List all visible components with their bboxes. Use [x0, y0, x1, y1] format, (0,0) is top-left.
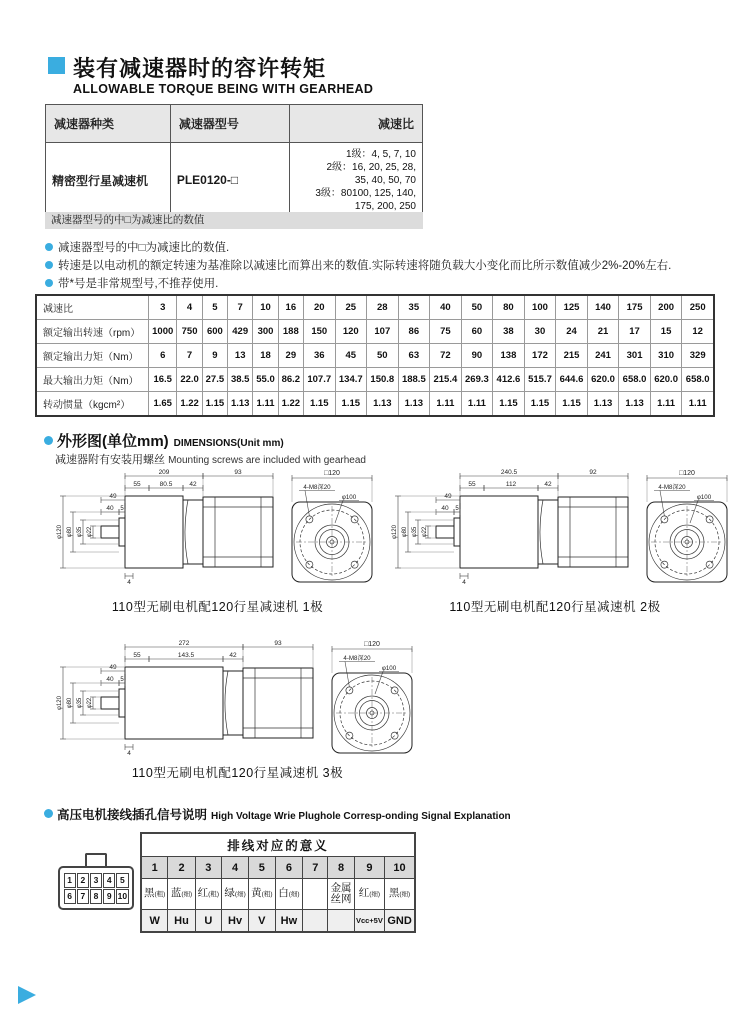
svg-text:42: 42 — [544, 481, 552, 488]
spec-cell: 138 — [493, 344, 525, 368]
spec-row-label: 额定输出转速（rpm） — [36, 320, 149, 344]
svg-text:5: 5 — [120, 506, 124, 512]
connector-pin: 9 — [103, 889, 115, 904]
svg-text:49: 49 — [109, 493, 117, 500]
svg-text:φ35: φ35 — [77, 697, 83, 709]
svg-text:φ80: φ80 — [402, 526, 408, 538]
spec-cell: 100 — [524, 295, 556, 320]
svg-text:40: 40 — [106, 505, 114, 512]
pin-wire-color: 蓝(细) — [168, 879, 195, 910]
svg-text:5: 5 — [120, 677, 124, 683]
pin-number: 6 — [275, 857, 303, 879]
note-item: 减速器型号的中□为减速比的数值. — [45, 239, 715, 257]
signal-title-en: High Voltage Wrie Plughole Corresp-onding Signal Explanation — [211, 811, 511, 822]
spec-cell: 310 — [650, 344, 682, 368]
corner-triangle-decoration — [18, 986, 36, 1004]
connector-tab — [85, 853, 107, 866]
spec-cell: 4 — [177, 295, 202, 320]
spec-cell: 75 — [430, 320, 462, 344]
svg-text:42: 42 — [189, 481, 197, 488]
spec-cell: 80 — [493, 295, 525, 320]
spec-row — [36, 295, 714, 320]
svg-text:4-M8深20: 4-M8深20 — [303, 484, 331, 491]
title-square-icon — [48, 57, 65, 74]
svg-text:49: 49 — [109, 664, 117, 671]
spec-cell: 27.5 — [202, 368, 227, 392]
svg-text:φ120: φ120 — [57, 696, 63, 710]
svg-text:□120: □120 — [364, 641, 380, 648]
spec-cell: 1000 — [149, 320, 177, 344]
spec-cell: 1.22 — [278, 392, 303, 417]
gearhead-type: 精密型行星减速机 — [46, 143, 171, 218]
drawing-side-3 — [55, 637, 325, 774]
spec-cell: 5 — [202, 295, 227, 320]
svg-text:□120: □120 — [324, 470, 340, 477]
pin-wire-color: 黑(细) — [385, 879, 415, 910]
svg-text:112: 112 — [505, 481, 517, 488]
pin-wire-color: 黑(粗) — [141, 879, 168, 910]
spec-cell: 620.0 — [650, 368, 682, 392]
dimensions-subtitle — [55, 451, 366, 467]
svg-text:φ22: φ22 — [422, 526, 428, 538]
spec-cell: 188 — [278, 320, 303, 344]
spec-cell: 10 — [253, 295, 278, 320]
spec-cell: 86 — [398, 320, 430, 344]
svg-text:□120: □120 — [679, 470, 695, 477]
pin-wire-color: 绿(细) — [222, 879, 249, 910]
spec-cell: 1.11 — [682, 392, 714, 417]
ratio-values — [296, 148, 416, 213]
svg-text:80.5: 80.5 — [159, 481, 173, 488]
svg-text:93: 93 — [234, 469, 242, 476]
spec-cell: 120 — [335, 320, 367, 344]
dimensions-title-cn: 外形图(单位mm) — [57, 433, 169, 450]
spec-cell: 412.6 — [493, 368, 525, 392]
spec-cell: 9 — [202, 344, 227, 368]
note-bullet-icon — [45, 279, 53, 287]
spec-cell: 215 — [556, 344, 588, 368]
spec-cell: 600 — [202, 320, 227, 344]
spec-cell: 1.13 — [228, 392, 253, 417]
svg-text:49: 49 — [444, 493, 452, 500]
connector-pin: 1 — [64, 873, 76, 888]
svg-text:φ22: φ22 — [87, 697, 93, 709]
spec-cell: 72 — [430, 344, 462, 368]
spec-cell: 200 — [650, 295, 682, 320]
svg-text:4-M8深20: 4-M8深20 — [658, 484, 686, 491]
spec-cell: 90 — [461, 344, 493, 368]
connector-pin: 5 — [116, 873, 128, 888]
dimension-drawing-2 — [390, 466, 740, 598]
spec-cell: 1.11 — [430, 392, 462, 417]
spec-cell: 140 — [587, 295, 619, 320]
spec-cell: 1.22 — [177, 392, 202, 417]
ratio-line: 1级：4, 5, 7, 10 — [345, 148, 416, 160]
pin-wire-color: 红(粗) — [195, 879, 221, 910]
spec-row-label: 额定输出力矩（Nm） — [36, 344, 149, 368]
spec-cell: 45 — [335, 344, 367, 368]
spec-cell: 301 — [619, 344, 651, 368]
signal-title-cn: 高压电机接线插孔信号说明 — [57, 808, 208, 822]
spec-cell: 15 — [650, 320, 682, 344]
drawing-side-1 — [55, 466, 285, 603]
svg-text:4: 4 — [462, 579, 466, 586]
drawing-caption-2: 110型无刷电机配120行星减速机 2极 — [449, 600, 661, 614]
connector-grid — [58, 866, 134, 910]
spec-cell: 1.13 — [619, 392, 651, 417]
spec-cell: 7 — [177, 344, 202, 368]
page-title: 装有减速器时的容许转矩 — [73, 56, 327, 81]
svg-text:φ35: φ35 — [77, 526, 83, 538]
pin-wire-color — [303, 879, 328, 910]
spec-row — [36, 368, 714, 392]
svg-text:55: 55 — [133, 481, 141, 488]
pin-wire-color: 黄(粗) — [249, 879, 275, 910]
spec-cell: 22.0 — [177, 368, 202, 392]
svg-text:240.5: 240.5 — [500, 469, 518, 476]
pin-table — [140, 832, 416, 933]
gearhead-header-type: 减速器种类 — [46, 105, 171, 143]
svg-text:φ80: φ80 — [67, 697, 73, 709]
spec-cell: 175 — [619, 295, 651, 320]
spec-cell: 1.15 — [524, 392, 556, 417]
signal-section-header — [44, 805, 511, 823]
spec-cell: 269.3 — [461, 368, 493, 392]
svg-text:55: 55 — [133, 652, 141, 659]
spec-cell: 215.4 — [430, 368, 462, 392]
pin-signal: Vcc+5V — [354, 910, 384, 933]
connector-pin: 7 — [77, 889, 89, 904]
spec-cell: 3 — [149, 295, 177, 320]
drawing-flange-3 — [325, 637, 420, 774]
gearhead-table — [45, 104, 423, 218]
spec-cell: 86.2 — [278, 368, 303, 392]
spec-cell: 21 — [587, 320, 619, 344]
spec-cell: 107.7 — [303, 368, 335, 392]
spec-row-label: 转动惯量（kgcm²） — [36, 392, 149, 417]
spec-cell: 16 — [278, 295, 303, 320]
ratio-line: 3级：80100, 125, 140, — [315, 187, 416, 199]
pin-number: 2 — [168, 857, 195, 879]
spec-row — [36, 392, 714, 417]
spec-cell: 12 — [682, 320, 714, 344]
spec-cell: 1.13 — [398, 392, 430, 417]
gearhead-header-ratio: 减速比 — [289, 105, 422, 143]
spec-cell: 125 — [556, 295, 588, 320]
spec-cell: 36 — [303, 344, 335, 368]
spec-cell: 20 — [303, 295, 335, 320]
spec-cell: 60 — [461, 320, 493, 344]
svg-text:40: 40 — [441, 505, 449, 512]
spec-cell: 28 — [367, 295, 399, 320]
pin-signal: Hw — [275, 910, 303, 933]
spec-row — [36, 344, 714, 368]
svg-text:φ120: φ120 — [392, 525, 398, 539]
svg-text:φ22: φ22 — [87, 526, 93, 538]
dimensions-section-header — [44, 430, 284, 451]
spec-row — [36, 320, 714, 344]
spec-cell: 250 — [682, 295, 714, 320]
drawing-flange-1 — [285, 466, 380, 603]
svg-text:φ80: φ80 — [67, 526, 73, 538]
pin-wire-color: 金属丝网 — [328, 879, 354, 910]
pin-signal — [328, 910, 354, 933]
spec-cell: 107 — [367, 320, 399, 344]
spec-cell: 29 — [278, 344, 303, 368]
spec-row-label: 最大输出力矩（Nm） — [36, 368, 149, 392]
spec-cell: 38 — [493, 320, 525, 344]
pin-number: 9 — [354, 857, 384, 879]
svg-text:42: 42 — [229, 652, 237, 659]
pin-number: 3 — [195, 857, 221, 879]
note-item: 带*号是非常规型号,不推荐使用. — [45, 275, 715, 293]
spec-table — [35, 294, 715, 417]
spec-cell: 17 — [619, 320, 651, 344]
pin-signal: W — [141, 910, 168, 933]
spec-cell: 63 — [398, 344, 430, 368]
spec-cell: 1.11 — [253, 392, 278, 417]
dimensions-subtitle-en: Mounting screws are included with gearhead — [168, 455, 366, 466]
dimension-drawing-3 — [55, 637, 420, 769]
spec-cell: 50 — [461, 295, 493, 320]
note-bullet-icon — [45, 243, 53, 251]
pin-signal — [303, 910, 328, 933]
page-subtitle: ALLOWABLE TORQUE BEING WITH GEARHEAD — [73, 82, 374, 96]
spec-cell: 134.7 — [335, 368, 367, 392]
spec-cell: 1.65 — [149, 392, 177, 417]
pin-number: 8 — [328, 857, 354, 879]
svg-text:40: 40 — [106, 676, 114, 683]
spec-cell: 150.8 — [367, 368, 399, 392]
spec-cell: 24 — [556, 320, 588, 344]
spec-cell: 620.0 — [587, 368, 619, 392]
dimension-drawing-1 — [55, 466, 380, 598]
connector-pin: 2 — [77, 873, 89, 888]
spec-cell: 429 — [228, 320, 253, 344]
svg-text:92: 92 — [589, 469, 597, 476]
connector-pin: 4 — [103, 873, 115, 888]
spec-cell: 16.5 — [149, 368, 177, 392]
gearhead-header-row — [46, 105, 423, 143]
ratio-line: 2级：16, 20, 25, 28, — [326, 161, 416, 173]
drawing-flange-2 — [640, 466, 735, 603]
spec-cell: 150 — [303, 320, 335, 344]
spec-cell: 172 — [524, 344, 556, 368]
dimensions-subtitle-cn: 减速器附有安装用螺丝 — [55, 454, 165, 466]
spec-cell: 644.6 — [556, 368, 588, 392]
svg-text:φ100: φ100 — [381, 665, 397, 672]
spec-cell: 1.15 — [493, 392, 525, 417]
spec-cell: 658.0 — [619, 368, 651, 392]
spec-cell: 1.15 — [202, 392, 227, 417]
dimensions-title-en: DIMENSIONS(Unit mm) — [173, 438, 284, 449]
connector-pin: 3 — [90, 873, 102, 888]
spec-cell: 25 — [335, 295, 367, 320]
section-bullet-icon — [44, 809, 53, 818]
spec-cell: 30 — [524, 320, 556, 344]
connector-plug-drawing — [58, 853, 134, 910]
spec-cell: 35 — [398, 295, 430, 320]
pin-wire-color: 红(细) — [354, 879, 384, 910]
spec-cell: 188.5 — [398, 368, 430, 392]
spec-cell: 241 — [587, 344, 619, 368]
section-bullet-icon — [44, 436, 53, 445]
ratio-line: 35, 40, 50, 70 — [354, 174, 416, 186]
gearhead-footnote: 减速器型号的中□为减速比的数值 — [45, 212, 423, 229]
svg-text:143.5: 143.5 — [177, 652, 195, 659]
spec-cell: 1.13 — [587, 392, 619, 417]
pin-number: 4 — [222, 857, 249, 879]
notes-list — [45, 239, 715, 293]
drawing-side-2 — [390, 466, 640, 603]
spec-cell: 38.5 — [228, 368, 253, 392]
svg-text:φ35: φ35 — [412, 526, 418, 538]
spec-cell: 18 — [253, 344, 278, 368]
spec-cell: 50 — [367, 344, 399, 368]
drawing-caption-1: 110型无刷电机配120行星减速机 1极 — [111, 600, 324, 614]
svg-text:φ100: φ100 — [341, 494, 357, 501]
pin-signal: V — [249, 910, 275, 933]
svg-text:55: 55 — [468, 481, 476, 488]
ratio-line: 175, 200, 250 — [354, 200, 416, 212]
spec-cell: 329 — [682, 344, 714, 368]
svg-text:272: 272 — [178, 640, 190, 647]
pin-wire-color: 白(细) — [275, 879, 303, 910]
spec-cell: 1.11 — [650, 392, 682, 417]
drawing-caption-3: 110型无刷电机配120行星减速机 3极 — [131, 766, 344, 780]
pin-table-title: 排线对应的意义 — [141, 833, 415, 857]
svg-text:93: 93 — [274, 640, 282, 647]
svg-text:209: 209 — [158, 469, 170, 476]
pin-signal: U — [195, 910, 221, 933]
spec-cell: 7 — [228, 295, 253, 320]
gearhead-header-model: 减速器型号 — [170, 105, 289, 143]
pin-number: 5 — [249, 857, 275, 879]
spec-cell: 1.15 — [303, 392, 335, 417]
spec-cell: 6 — [149, 344, 177, 368]
pin-number: 7 — [303, 857, 328, 879]
pin-number: 1 — [141, 857, 168, 879]
svg-text:φ100: φ100 — [696, 494, 712, 501]
spec-cell: 1.11 — [461, 392, 493, 417]
spec-cell: 13 — [228, 344, 253, 368]
connector-pin: 6 — [64, 889, 76, 904]
spec-row-label: 减速比 — [36, 295, 149, 320]
spec-cell: 1.15 — [556, 392, 588, 417]
note-item: 转速是以电动机的额定转速为基准除以减速比而算出来的数值.实际转速将随负载大小变化而比所示数值减少2%-20%左右. — [45, 257, 715, 275]
connector-pin: 8 — [90, 889, 102, 904]
pin-signal: Hv — [222, 910, 249, 933]
gearhead-model: PLE0120-□ — [170, 143, 289, 218]
gearhead-data-row — [46, 143, 423, 218]
svg-text:φ120: φ120 — [57, 525, 63, 539]
spec-cell: 40 — [430, 295, 462, 320]
spec-cell: 300 — [253, 320, 278, 344]
spec-cell: 658.0 — [682, 368, 714, 392]
page-title-block — [48, 52, 326, 83]
svg-text:4: 4 — [127, 579, 131, 586]
spec-cell: 55.0 — [253, 368, 278, 392]
svg-text:4: 4 — [127, 750, 131, 757]
spec-cell: 515.7 — [524, 368, 556, 392]
note-bullet-icon — [45, 261, 53, 269]
pin-signal: Hu — [168, 910, 195, 933]
connector-pin: 10 — [116, 889, 128, 904]
svg-text:4-M8深20: 4-M8深20 — [343, 655, 371, 662]
pin-signal: GND — [385, 910, 415, 933]
spec-cell: 750 — [177, 320, 202, 344]
pin-number: 10 — [385, 857, 415, 879]
spec-cell: 1.13 — [367, 392, 399, 417]
spec-cell: 1.15 — [335, 392, 367, 417]
svg-text:5: 5 — [455, 506, 459, 512]
